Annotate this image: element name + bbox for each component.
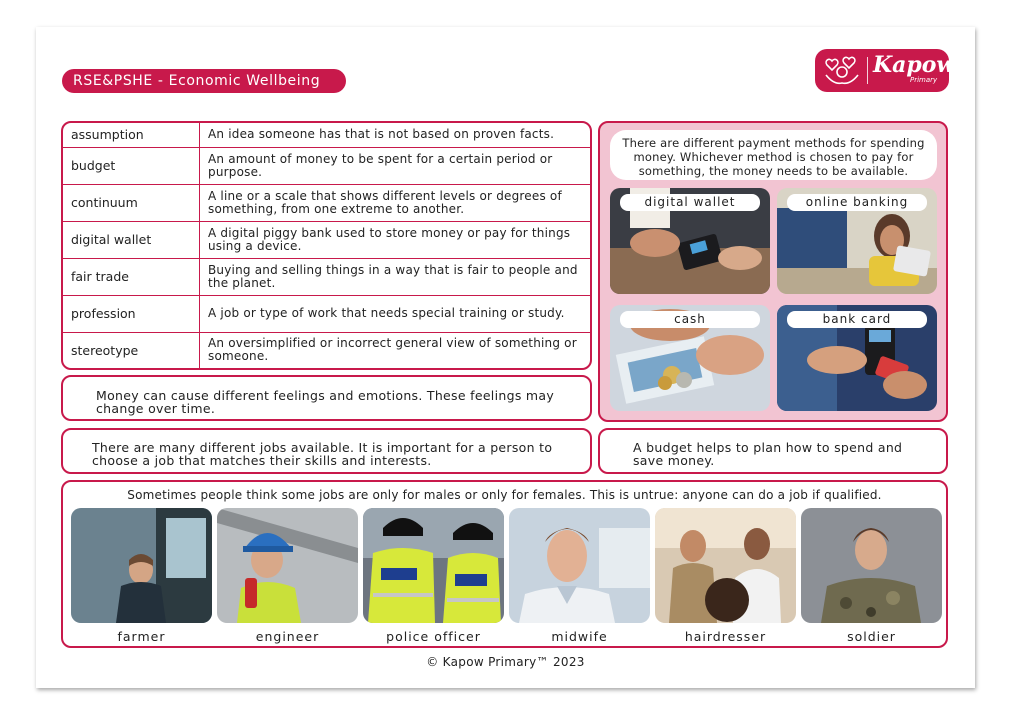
- vocab-row: [63, 332, 590, 368]
- vocab-row: [63, 221, 590, 258]
- vocab-definition: A job or type of work that needs special training or study.: [200, 295, 591, 332]
- job-name: hairdresser: [684, 629, 767, 644]
- vocabulary-table: [61, 121, 592, 370]
- engineer-photo: [217, 508, 358, 623]
- payment-label: digital wallet: [620, 194, 760, 211]
- payment-label: bank card: [787, 311, 927, 328]
- job-card-hairdresser: [655, 508, 796, 646]
- payment-label: cash: [620, 311, 760, 328]
- logo-divider: [867, 57, 868, 84]
- payment-card-bank-card: [777, 305, 937, 411]
- soldier-photo: [801, 508, 942, 623]
- vocab-term: stereotype: [63, 332, 200, 368]
- job-card-engineer: [217, 508, 358, 646]
- hearts-hands-icon: [823, 55, 861, 85]
- vocab-term: assumption: [63, 123, 200, 147]
- vocab-definition: A digital piggy bank used to store money or pay for things using a device.: [200, 221, 591, 258]
- job-card-police-officer: [363, 508, 504, 646]
- midwife-photo: [509, 508, 650, 623]
- stereotypes-caption: Sometimes people think some jobs are only for males or only for females. This is untrue: anyone can do a job if qualified.: [127, 488, 882, 502]
- job-name: police officer: [386, 629, 481, 644]
- job-name: midwife: [551, 629, 608, 644]
- kapow-logo: [815, 49, 956, 92]
- payment-label: online banking: [787, 194, 927, 211]
- job-name: soldier: [847, 629, 896, 644]
- jobs-info-box: There are many different jobs available. It is important for a person to choose a job that matches their skills and interests.: [61, 428, 592, 474]
- vocab-definition: An idea someone has that is not based on proven facts.: [200, 123, 591, 147]
- payment-card-cash: [610, 305, 770, 411]
- hairdresser-photo: [655, 508, 796, 623]
- vocab-term: fair trade: [63, 258, 200, 295]
- copyright-footer: © Kapow Primary™ 2023: [426, 655, 585, 669]
- vocab-row: [63, 147, 590, 184]
- payment-methods-panel: [598, 121, 948, 422]
- vocab-row: [63, 295, 590, 332]
- vocab-row: [63, 258, 590, 295]
- police-officer-photo: [363, 508, 504, 623]
- vocab-row: [63, 123, 590, 147]
- vocab-definition: A line or a scale that shows different levels or degrees of something, from one extreme to another.: [200, 184, 591, 221]
- vocab-definition: An oversimplified or incorrect general view of something or someone.: [208, 336, 577, 364]
- job-name: farmer: [117, 629, 166, 644]
- money-feelings-box: Money can cause different feelings and emotions. These feelings may change over time.: [61, 375, 592, 421]
- jobs-stereotypes-panel: [61, 480, 948, 648]
- vocab-term: budget: [63, 147, 200, 184]
- vocab-definition: Buying and selling things in a way that is fair to people and the planet.: [200, 258, 591, 295]
- job-card-soldier: [801, 508, 942, 646]
- job-card-midwife: [509, 508, 650, 646]
- payment-card-digital-wallet: [610, 188, 770, 294]
- logo-wordmark: Kapow: [873, 52, 956, 78]
- job-name: engineer: [255, 629, 320, 644]
- budget-info-box: A budget helps to plan how to spend and save money.: [598, 428, 948, 474]
- vocab-term: digital wallet: [63, 221, 200, 258]
- job-card-farmer: [71, 508, 212, 646]
- payment-card-online-banking: [777, 188, 937, 294]
- payment-intro: There are different payment methods for spending money. Whichever method is chosen to pay for something, the money needs to be available.: [610, 130, 937, 180]
- logo-subtext: Primary: [910, 76, 938, 84]
- vocab-row: [63, 184, 590, 221]
- vocab-term: profession: [63, 295, 200, 332]
- page-title: RSE&PSHE - Economic Wellbeing: [62, 69, 346, 93]
- farmer-photo: [71, 508, 212, 623]
- vocab-definition: An amount of money to be spent for a certain period or purpose.: [200, 147, 591, 184]
- vocab-term: continuum: [63, 184, 200, 221]
